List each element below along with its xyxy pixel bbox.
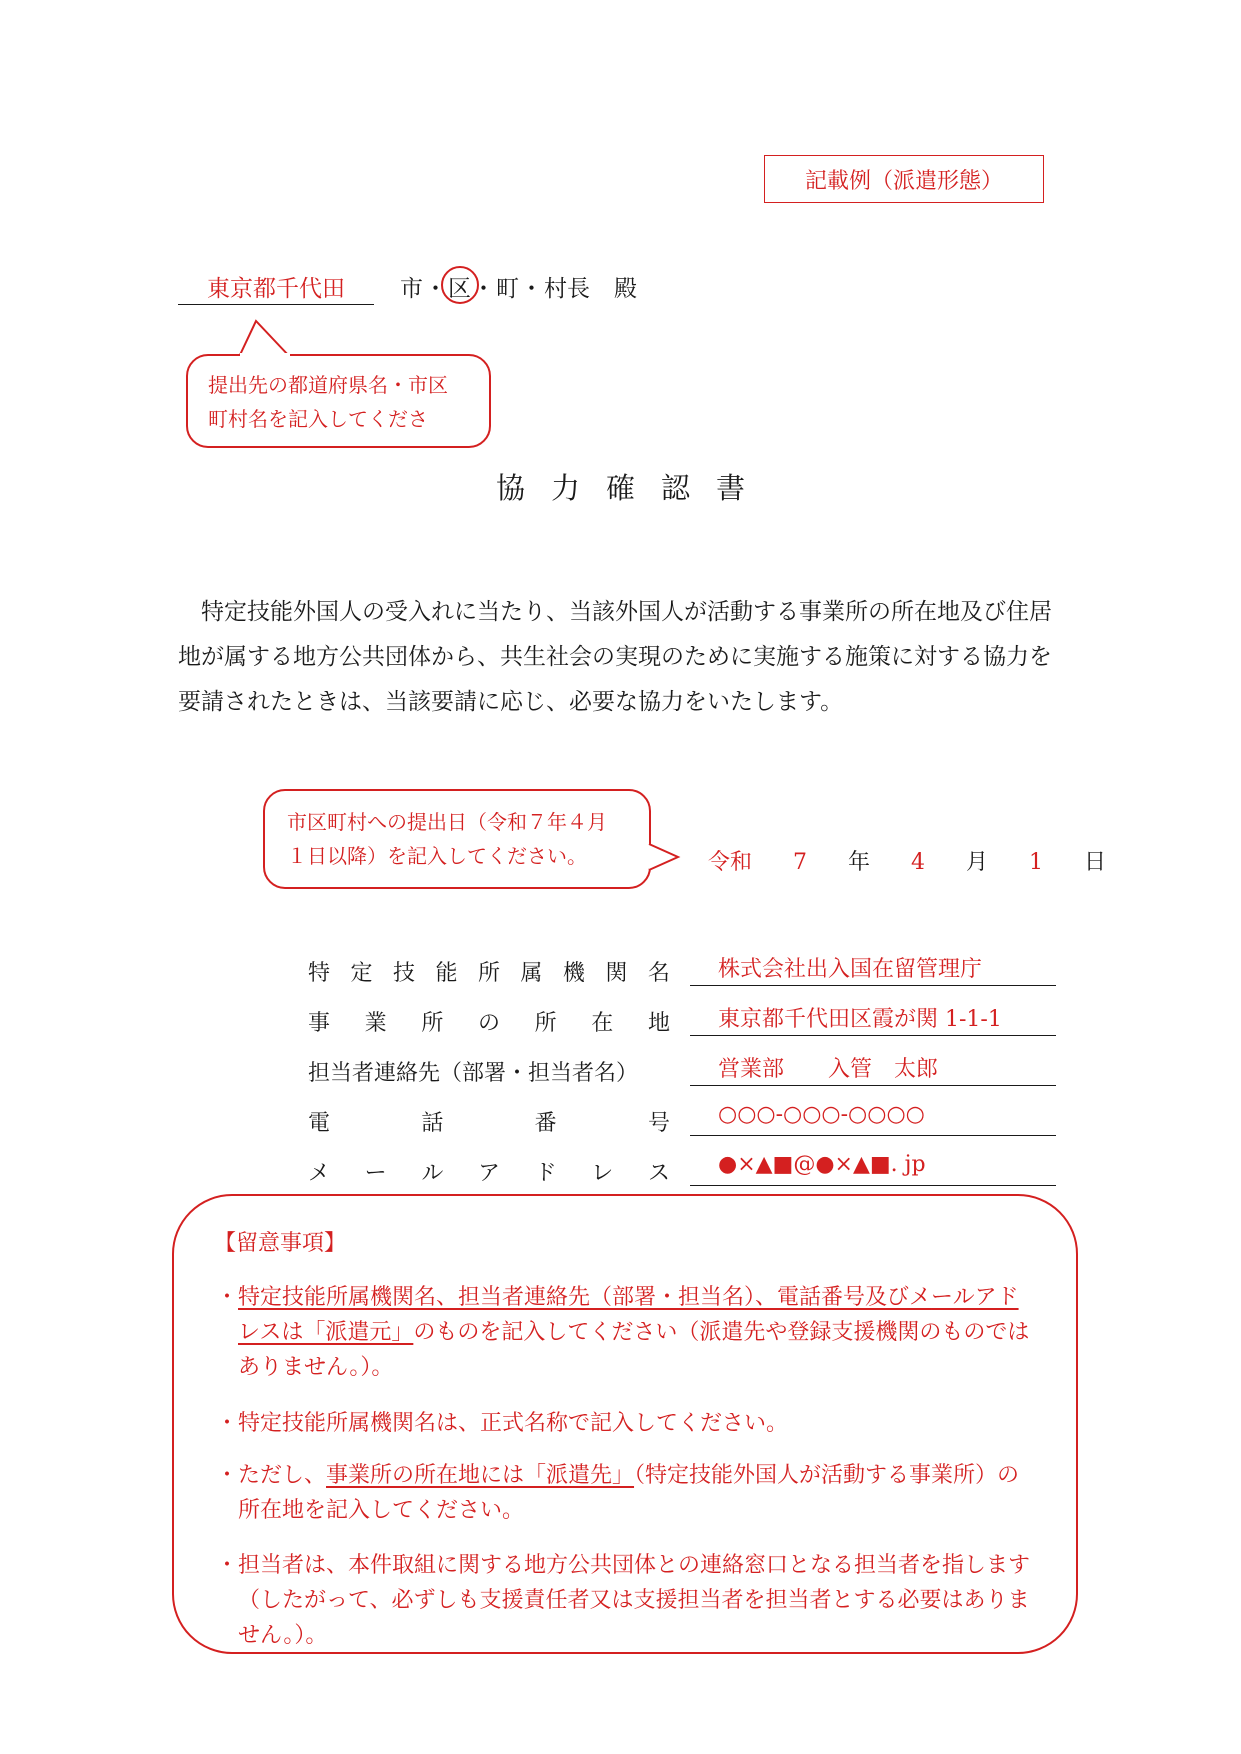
value-contact-person: 営業部 入管 太郎 [690, 1052, 1056, 1086]
callout-date-line2: １日以降）を記入してください。 [287, 844, 587, 868]
label-char: 技 [392, 961, 415, 986]
note-item-1 [216, 1280, 1036, 1385]
note-3-underlined: 事業所の所在地には「派遣先」 [326, 1463, 635, 1488]
note-1-underlined-a: 特定技能所属機関名、担当者連絡先（部署・担当名）、電話番号及びメ [238, 1285, 932, 1310]
option-sep: ・ [424, 276, 447, 302]
label-char: メ [308, 1161, 331, 1186]
label-contact-person: 担当者連絡先（部署・担当者名） [308, 1061, 639, 1086]
note-bullet: ・ [216, 1553, 239, 1578]
option-ku: 区 [448, 276, 471, 302]
label-char: 機 [562, 961, 585, 986]
label-char: 番 [534, 1111, 557, 1136]
option-sep: ・ [472, 276, 495, 302]
label-organization [308, 956, 670, 987]
label-email [308, 1156, 670, 1187]
label-char: 属 [520, 961, 543, 986]
date-day: 1 [1029, 850, 1044, 875]
value-organization: 株式会社出入国在留管理庁 [690, 952, 1056, 986]
note-bullet: ・ [216, 1285, 239, 1310]
label-char: ス [647, 1161, 670, 1186]
note-1-rest: のものを記入してください（派遣先や登録支援機関のものではありません。）。 [238, 1320, 1030, 1380]
label-char: 能 [435, 961, 458, 986]
label-char: 話 [421, 1111, 444, 1136]
callout-pointer-gap [238, 352, 298, 358]
option-shi: 市 [400, 276, 423, 302]
option-sep: ・ [520, 276, 543, 302]
value-office-address: 東京都千代田区霞が関 1-1-1 [690, 1002, 1056, 1036]
note-1-underlined-b: ールアドレスは「派遣元」 [238, 1285, 1019, 1345]
notes-heading: 【留意事項】 [214, 1231, 347, 1256]
label-char: 定 [350, 961, 373, 986]
note-3-pre: ただし、 [238, 1463, 327, 1488]
label-char: 名 [647, 961, 670, 986]
label-char: 地 [647, 1011, 670, 1036]
label-char: 所 [421, 1011, 444, 1036]
label-char: の [477, 1011, 500, 1036]
label-char: ー [364, 1161, 387, 1186]
label-char: 事 [308, 1011, 331, 1036]
addressee-name: 東京都千代田 [178, 270, 374, 305]
label-char: 業 [364, 1011, 387, 1036]
note-2-text: 特定技能所属機関名は、正式名称で記入してください。 [238, 1411, 789, 1436]
note-4-text: 担当者は、本件取組に関する地方公共団体との連絡窓口となる担当者を指します（したがって、必ずしも支援責任者又は支援担当者を担当者とする必要はありません。）。 [238, 1553, 1031, 1648]
date-day-unit: 日 [1084, 850, 1107, 875]
label-char: 所 [477, 961, 500, 986]
date-era: 令和 [708, 850, 753, 875]
municipality-options [400, 270, 637, 303]
callout-pointer-date [646, 842, 686, 872]
note-item-2 [216, 1406, 1036, 1441]
label-office-address [308, 1006, 670, 1037]
value-email: ●×▲■@●×▲■. jp [690, 1152, 1056, 1186]
label-phone [308, 1106, 670, 1137]
label-char: ア [477, 1161, 500, 1186]
note-bullet: ・ [216, 1463, 239, 1488]
label-char: 特 [308, 961, 331, 986]
body-paragraph: 特定技能外国人の受入れに当たり、当該外国人が活動する事業所の所在地及び住居地が属する地方公共団体から、共生社会の実現のために実施する施策に対する協力を要請されたときは、当該要請に応じ、必要な協力をいたします。 [178, 599, 1052, 715]
label-char: ル [421, 1161, 444, 1186]
label-char: 関 [605, 961, 628, 986]
label-char: 所 [534, 1011, 557, 1036]
label-char: レ [591, 1161, 614, 1186]
label-char: ド [534, 1161, 557, 1186]
callout-date-line1: 市区町村への提出日（令和７年４月 [287, 810, 607, 834]
date-month-unit: 月 [966, 850, 989, 875]
option-machi: 町 [496, 276, 519, 302]
callout-date [263, 789, 651, 889]
label-char: 号 [647, 1111, 670, 1136]
note-item-4 [216, 1548, 1036, 1653]
notes-box [172, 1194, 1078, 1654]
date-line [708, 845, 1106, 876]
note-item-3 [216, 1458, 1036, 1528]
note-bullet: ・ [216, 1411, 239, 1436]
example-label: 記載例（派遣形態） [764, 155, 1044, 203]
label-char: 在 [591, 1011, 614, 1036]
date-month: 4 [911, 850, 926, 875]
callout-prefecture [186, 354, 491, 448]
label-char: 電 [308, 1111, 331, 1136]
callout-prefecture-line2: 町村名を記入してくださ [208, 407, 428, 431]
date-year-unit: 年 [848, 850, 871, 875]
value-phone: ○○○-○○○-○○○○ [690, 1102, 1056, 1136]
note-3-rest: （特定技能外国人が活動する事業所）の所在地を記入してください。 [238, 1463, 1020, 1523]
date-year: 7 [793, 850, 808, 875]
callout-prefecture-line1: 提出先の都道府県名・市区 [208, 373, 448, 397]
ku-circle-mark [441, 266, 479, 304]
honorific-dono: 殿 [614, 276, 637, 302]
option-son-cho: 村長 [544, 276, 590, 302]
document-title: 協力確認書 [495, 471, 771, 505]
